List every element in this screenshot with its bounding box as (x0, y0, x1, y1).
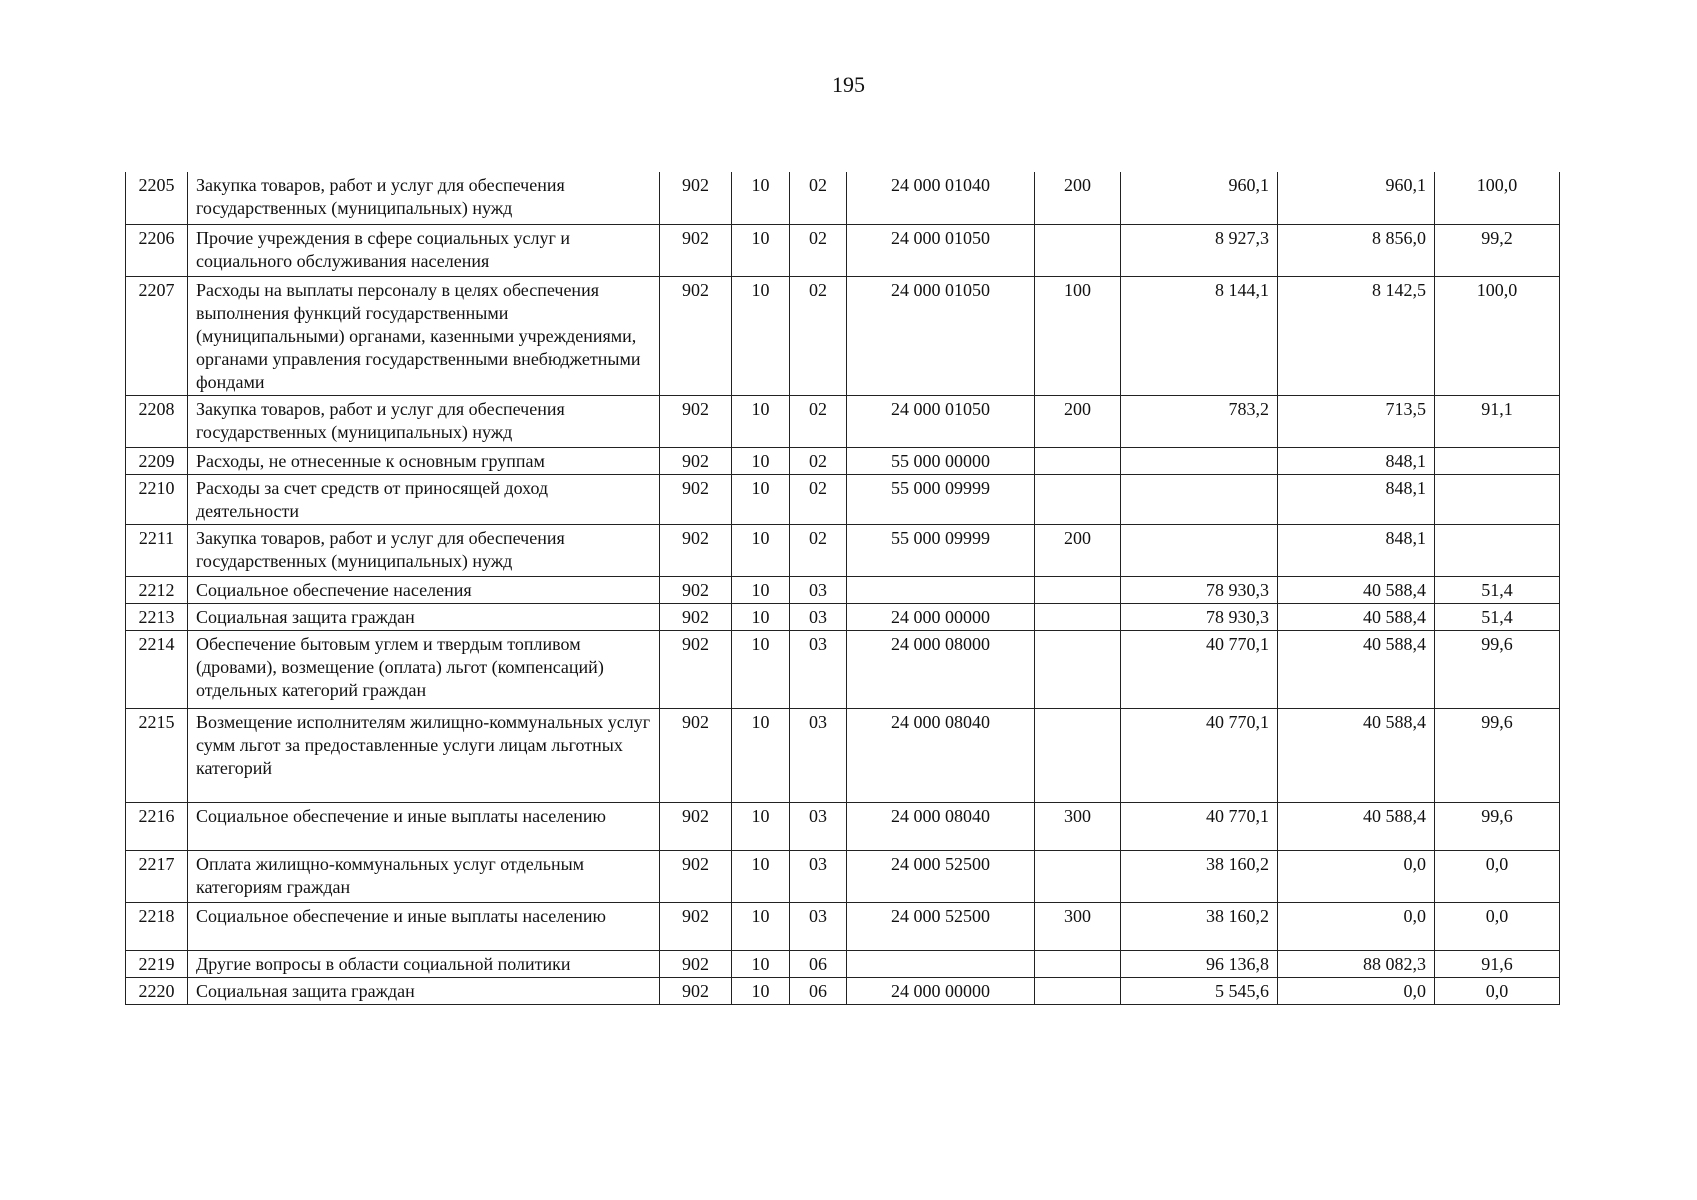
execution-percent: 51,4 (1435, 603, 1560, 630)
target-article-code: 24 000 08040 (847, 708, 1035, 802)
section-code: 10 (732, 524, 790, 576)
expense-type-code: 200 (1035, 172, 1121, 224)
table-row (126, 224, 1560, 276)
row-number: 2208 (126, 395, 188, 447)
expense-type-code: 200 (1035, 395, 1121, 447)
expense-type-code (1035, 977, 1121, 1004)
target-article-code: 24 000 08000 (847, 630, 1035, 708)
page-number: 195 (832, 72, 865, 97)
subsection-code: 06 (790, 977, 847, 1004)
table-row (126, 395, 1560, 447)
department-code: 902 (660, 447, 732, 474)
execution-percent: 0,0 (1435, 902, 1560, 950)
expense-type-code (1035, 474, 1121, 524)
expense-type-code (1035, 224, 1121, 276)
table-row (126, 447, 1560, 474)
expense-type-code (1035, 950, 1121, 977)
subsection-code: 02 (790, 276, 847, 395)
expense-name: Социальная защита граждан (188, 977, 660, 1004)
target-article-code: 24 000 01050 (847, 224, 1035, 276)
table-body (126, 172, 1560, 1004)
execution-percent: 99,6 (1435, 630, 1560, 708)
row-number: 2210 (126, 474, 188, 524)
actual-amount: 713,5 (1278, 395, 1435, 447)
planned-amount: 8 927,3 (1121, 224, 1278, 276)
subsection-code: 03 (790, 708, 847, 802)
department-code: 902 (660, 850, 732, 902)
execution-percent: 100,0 (1435, 276, 1560, 395)
planned-amount (1121, 447, 1278, 474)
expense-type-code (1035, 576, 1121, 603)
section-code: 10 (732, 630, 790, 708)
row-number: 2206 (126, 224, 188, 276)
target-article-code: 55 000 09999 (847, 524, 1035, 576)
table-row (126, 708, 1560, 802)
expense-type-code: 300 (1035, 902, 1121, 950)
planned-amount (1121, 524, 1278, 576)
table-row (126, 576, 1560, 603)
subsection-code: 03 (790, 850, 847, 902)
actual-amount: 848,1 (1278, 524, 1435, 576)
planned-amount: 38 160,2 (1121, 902, 1278, 950)
target-article-code: 24 000 52500 (847, 850, 1035, 902)
planned-amount: 8 144,1 (1121, 276, 1278, 395)
target-article-code: 24 000 00000 (847, 977, 1035, 1004)
department-code: 902 (660, 576, 732, 603)
target-article-code: 24 000 01040 (847, 172, 1035, 224)
section-code: 10 (732, 802, 790, 850)
subsection-code: 06 (790, 950, 847, 977)
actual-amount: 0,0 (1278, 850, 1435, 902)
execution-percent: 99,6 (1435, 708, 1560, 802)
expense-type-code (1035, 630, 1121, 708)
table-row (126, 276, 1560, 395)
expense-name: Расходы, не отнесенные к основным группам (188, 447, 660, 474)
target-article-code (847, 576, 1035, 603)
actual-amount: 40 588,4 (1278, 708, 1435, 802)
row-number: 2211 (126, 524, 188, 576)
planned-amount (1121, 474, 1278, 524)
expense-name: Закупка товаров, работ и услуг для обеспечения государственных (муниципальных) нужд (188, 395, 660, 447)
row-number: 2205 (126, 172, 188, 224)
section-code: 10 (732, 224, 790, 276)
row-number: 2215 (126, 708, 188, 802)
section-code: 10 (732, 395, 790, 447)
department-code: 902 (660, 708, 732, 802)
target-article-code: 24 000 01050 (847, 395, 1035, 447)
table-row (126, 902, 1560, 950)
execution-percent: 0,0 (1435, 850, 1560, 902)
section-code: 10 (732, 950, 790, 977)
planned-amount: 40 770,1 (1121, 630, 1278, 708)
subsection-code: 03 (790, 603, 847, 630)
row-number: 2212 (126, 576, 188, 603)
row-number: 2213 (126, 603, 188, 630)
actual-amount: 40 588,4 (1278, 576, 1435, 603)
section-code: 10 (732, 576, 790, 603)
expense-name: Социальное обеспечение и иные выплаты населению (188, 802, 660, 850)
row-number: 2216 (126, 802, 188, 850)
execution-percent: 100,0 (1435, 172, 1560, 224)
subsection-code: 02 (790, 172, 847, 224)
expense-name: Социальная защита граждан (188, 603, 660, 630)
execution-percent (1435, 474, 1560, 524)
section-code: 10 (732, 977, 790, 1004)
department-code: 902 (660, 802, 732, 850)
target-article-code (847, 950, 1035, 977)
expense-type-code (1035, 708, 1121, 802)
actual-amount: 8 856,0 (1278, 224, 1435, 276)
target-article-code: 24 000 01050 (847, 276, 1035, 395)
section-code: 10 (732, 276, 790, 395)
section-code: 10 (732, 172, 790, 224)
actual-amount: 848,1 (1278, 474, 1435, 524)
expense-type-code (1035, 850, 1121, 902)
expense-type-code: 300 (1035, 802, 1121, 850)
planned-amount: 96 136,8 (1121, 950, 1278, 977)
actual-amount: 960,1 (1278, 172, 1435, 224)
planned-amount: 78 930,3 (1121, 603, 1278, 630)
table-row (126, 172, 1560, 224)
actual-amount: 88 082,3 (1278, 950, 1435, 977)
expense-type-code (1035, 447, 1121, 474)
section-code: 10 (732, 708, 790, 802)
planned-amount: 40 770,1 (1121, 708, 1278, 802)
planned-amount: 38 160,2 (1121, 850, 1278, 902)
department-code: 902 (660, 474, 732, 524)
department-code: 902 (660, 172, 732, 224)
table-row (126, 802, 1560, 850)
department-code: 902 (660, 224, 732, 276)
table-row (126, 977, 1560, 1004)
subsection-code: 03 (790, 802, 847, 850)
department-code: 902 (660, 603, 732, 630)
table-row (126, 603, 1560, 630)
department-code: 902 (660, 950, 732, 977)
department-code: 902 (660, 630, 732, 708)
section-code: 10 (732, 447, 790, 474)
planned-amount: 78 930,3 (1121, 576, 1278, 603)
planned-amount: 783,2 (1121, 395, 1278, 447)
execution-percent (1435, 524, 1560, 576)
row-number: 2218 (126, 902, 188, 950)
section-code: 10 (732, 474, 790, 524)
planned-amount: 40 770,1 (1121, 802, 1278, 850)
department-code: 902 (660, 902, 732, 950)
expense-type-code: 200 (1035, 524, 1121, 576)
expense-name: Расходы на выплаты персоналу в целях обеспечения выполнения функций государственными (муниципальными) органами, казенными учреждениями, органами управления государственными внебюджетными фондами (188, 276, 660, 395)
target-article-code: 55 000 00000 (847, 447, 1035, 474)
row-number: 2207 (126, 276, 188, 395)
row-number: 2214 (126, 630, 188, 708)
subsection-code: 02 (790, 447, 847, 474)
subsection-code: 02 (790, 474, 847, 524)
subsection-code: 02 (790, 395, 847, 447)
expense-name: Возмещение исполнителям жилищно-коммунальных услуг сумм льгот за предоставленные услуги лицам льготных категорий (188, 708, 660, 802)
target-article-code: 24 000 52500 (847, 902, 1035, 950)
department-code: 902 (660, 524, 732, 576)
execution-percent: 51,4 (1435, 576, 1560, 603)
table-row (126, 850, 1560, 902)
department-code: 902 (660, 395, 732, 447)
expense-name: Расходы за счет средств от приносящей доход деятельности (188, 474, 660, 524)
expense-name: Обеспечение бытовым углем и твердым топливом (дровами), возмещение (оплата) льгот (компенсаций) отдельных категорий граждан (188, 630, 660, 708)
table-row (126, 474, 1560, 524)
planned-amount: 5 545,6 (1121, 977, 1278, 1004)
expense-type-code (1035, 603, 1121, 630)
execution-percent: 91,1 (1435, 395, 1560, 447)
actual-amount: 40 588,4 (1278, 802, 1435, 850)
planned-amount: 960,1 (1121, 172, 1278, 224)
execution-percent: 99,2 (1435, 224, 1560, 276)
department-code: 902 (660, 276, 732, 395)
section-code: 10 (732, 603, 790, 630)
section-code: 10 (732, 850, 790, 902)
table-row (126, 524, 1560, 576)
subsection-code: 03 (790, 902, 847, 950)
execution-percent (1435, 447, 1560, 474)
expense-name: Социальное обеспечение и иные выплаты населению (188, 902, 660, 950)
actual-amount: 40 588,4 (1278, 630, 1435, 708)
department-code: 902 (660, 977, 732, 1004)
actual-amount: 8 142,5 (1278, 276, 1435, 395)
subsection-code: 02 (790, 224, 847, 276)
expense-type-code: 100 (1035, 276, 1121, 395)
expense-name: Другие вопросы в области социальной политики (188, 950, 660, 977)
table-row (126, 950, 1560, 977)
execution-percent: 91,6 (1435, 950, 1560, 977)
row-number: 2217 (126, 850, 188, 902)
expense-name: Социальное обеспечение населения (188, 576, 660, 603)
expense-name: Оплата жилищно-коммунальных услуг отдельным категориям граждан (188, 850, 660, 902)
target-article-code: 24 000 08040 (847, 802, 1035, 850)
section-code: 10 (732, 902, 790, 950)
actual-amount: 848,1 (1278, 447, 1435, 474)
actual-amount: 0,0 (1278, 977, 1435, 1004)
subsection-code: 03 (790, 576, 847, 603)
subsection-code: 02 (790, 524, 847, 576)
row-number: 2220 (126, 977, 188, 1004)
row-number: 2219 (126, 950, 188, 977)
table-row (126, 630, 1560, 708)
row-number: 2209 (126, 447, 188, 474)
target-article-code: 55 000 09999 (847, 474, 1035, 524)
actual-amount: 40 588,4 (1278, 603, 1435, 630)
target-article-code: 24 000 00000 (847, 603, 1035, 630)
actual-amount: 0,0 (1278, 902, 1435, 950)
expense-name: Закупка товаров, работ и услуг для обеспечения государственных (муниципальных) нужд (188, 172, 660, 224)
expense-name: Закупка товаров, работ и услуг для обеспечения государственных (муниципальных) нужд (188, 524, 660, 576)
subsection-code: 03 (790, 630, 847, 708)
execution-percent: 99,6 (1435, 802, 1560, 850)
expense-name: Прочие учреждения в сфере социальных услуг и социального обслуживания населения (188, 224, 660, 276)
budget-table (125, 172, 1560, 1005)
execution-percent: 0,0 (1435, 977, 1560, 1004)
